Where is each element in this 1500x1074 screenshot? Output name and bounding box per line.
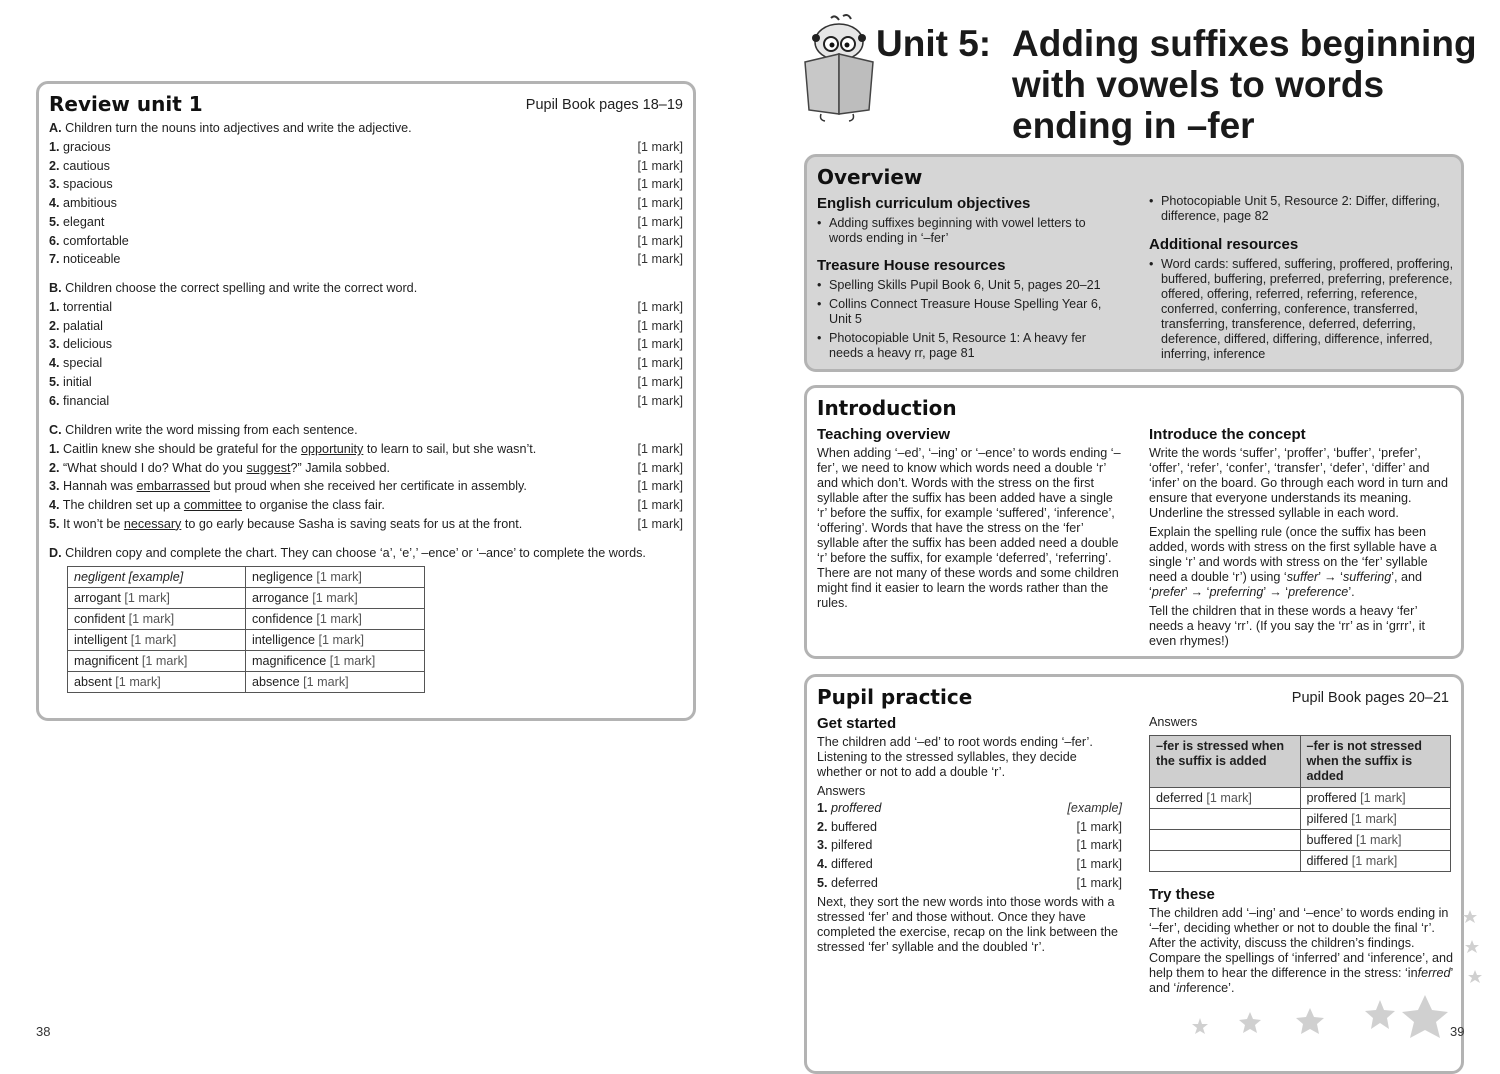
teaching-text: When adding ‘–ed’, ‘–ing’ or ‘–ence’ to words ending ‘–fer’, we need to know which words need a double ‘r’ and which don’t. Words with the stress on the first syllable after the suffix has been added have a single ‘r’ before the suffix, for example ‘suffered’, ‘inference’, ‘offering’. Words that have the stress on the ‘fer’ syllable after the suffix has been added need a double ‘r’ before the suffix, for example ‘deferred’, ‘referring’. There are not many of these words and some children might find it easier to learn the words rather than the rules.: [817, 446, 1121, 610]
unit-title-line: with vowels to words: [1012, 64, 1385, 105]
teaching-overview: [817, 426, 1122, 611]
overview-left-column: [817, 195, 1122, 365]
table-cell: negligent [example]: [68, 567, 246, 588]
mark-label: [1 mark]: [1076, 819, 1122, 834]
resource-item: • Photocopiable Unit 5, Resource 1: A heavy fer needs a heavy rr, page 81: [817, 331, 1099, 361]
sentence-item: 4. The children set up a committee to organise the class fair.: [49, 498, 385, 513]
mark-label: [1 mark]: [637, 479, 683, 494]
list-item: 2. cautious: [49, 158, 110, 173]
table-header-cell: –fer is not stressed when the suffix is added: [1300, 736, 1451, 788]
sentence-item: 3. Hannah was embarrassed but proud when she received her certificate in assembly.: [49, 479, 527, 494]
mark-label: [1 mark]: [637, 393, 683, 408]
table-cell: pilfered [1 mark]: [1300, 809, 1451, 830]
table-cell: differed [1 mark]: [1300, 851, 1451, 872]
mark-label: [1 mark]: [637, 300, 683, 314]
introduce-concept: [1149, 426, 1449, 649]
mark-label: [1 mark]: [637, 498, 683, 513]
objective-item: • Adding suffixes beginning with vowel letters to words ending in ‘–fer’: [817, 216, 1122, 246]
table-row: [1150, 851, 1451, 872]
sentence-item: 1. Caitlin knew she should be grateful for the opportunity to learn to sail, but she wasn’t.: [49, 442, 537, 456]
unit-title-line: ending in –fer: [1012, 105, 1255, 146]
mark-label: [example]: [1067, 801, 1122, 815]
table-cell: intelligence [1 mark]: [246, 630, 425, 651]
pupil-book-ref: Pupil Book pages 18–19: [525, 97, 683, 113]
mark-label: [1 mark]: [637, 177, 683, 192]
practice-title: Pupil practice: [817, 685, 973, 709]
list-item: 5. initial: [49, 374, 92, 389]
overview-right-column: [1149, 194, 1454, 366]
list-item: 3. spacious: [49, 177, 113, 192]
list-item: 5. elegant: [49, 214, 105, 229]
concept-paragraph-3: Tell the children that in these words a heavy ‘fer’ needs a heavy ‘rr’. (If you say the ‘rr’ as in ‘grrr’, it even rhymes!): [1149, 604, 1425, 648]
table-cell: negligence [1 mark]: [246, 567, 425, 588]
answer-item: 1. proffered: [817, 801, 882, 815]
table-cell: [1150, 809, 1301, 830]
practice-pupil-book-ref: Pupil Book pages 20–21: [1291, 690, 1449, 706]
table-cell: absent [1 mark]: [68, 672, 246, 693]
list-item: 2. palatial: [49, 318, 103, 333]
overview-title: Overview: [817, 165, 923, 189]
table-cell: arrogance [1 mark]: [246, 588, 425, 609]
concept-heading: Introduce the concept: [1149, 426, 1306, 443]
overview-panel: [804, 154, 1464, 372]
mark-label: [1 mark]: [637, 374, 683, 389]
answers-label: Answers: [817, 784, 866, 798]
resource-item: • Spelling Skills Pupil Book 6, Unit 5, pages 20–21: [817, 278, 1122, 293]
mark-label: [1 mark]: [637, 318, 683, 333]
table-cell: absence [1 mark]: [246, 672, 425, 693]
objectives-heading: English curriculum objectives: [817, 195, 1031, 212]
mark-label: [1 mark]: [637, 233, 683, 248]
review-unit-panel: [36, 81, 696, 721]
page-number-right: 39: [1450, 1024, 1465, 1039]
sentence-item: 2. “What should I do? What do you suggest?” Jamila sobbed.: [49, 460, 390, 475]
table-row: [68, 630, 425, 651]
mark-label: [1 mark]: [637, 252, 683, 267]
table-row: [68, 672, 425, 693]
mark-label: [1 mark]: [637, 214, 683, 229]
table-cell: magnificence [1 mark]: [246, 651, 425, 672]
mark-label: [1 mark]: [637, 356, 683, 371]
unit-title-line: Adding suffixes beginning: [1012, 23, 1477, 64]
unit-label: Unit 5:: [876, 23, 992, 64]
table-row: [68, 609, 425, 630]
table-cell: magnificent [1 mark]: [68, 651, 246, 672]
table-cell: confidence [1 mark]: [246, 609, 425, 630]
get-started: [817, 715, 1122, 955]
additional-item: • Word cards: suffered, suffering, proffered, proffering, buffered, buffering, preferred, preferring, preference, offered, offering, referred, referring, reference, conferred, conferring, conference, transferred, transferring, transference, deferred, deferring, deference, differed, differing, difference, inferred, inferring, inference: [1149, 257, 1454, 362]
table-cell: confident [1 mark]: [68, 609, 246, 630]
sentence-item: 5. It won’t be necessary to go early because Sasha is saving seats for us at the front.: [49, 516, 523, 531]
section-a-instruction: A. Children turn the nouns into adjectives and write the adjective.: [49, 121, 412, 135]
additional-heading: Additional resources: [1149, 236, 1299, 253]
try-heading: Try these: [1149, 886, 1215, 903]
list-item: 3. delicious: [49, 337, 113, 352]
table-cell: [1150, 830, 1301, 851]
mark-label: [1 mark]: [1076, 857, 1122, 872]
teaching-heading: Teaching overview: [817, 426, 951, 443]
table-cell: arrogant [1 mark]: [68, 588, 246, 609]
table-header-cell: –fer is stressed when the suffix is added: [1150, 736, 1301, 788]
mark-label: [1 mark]: [1076, 875, 1122, 890]
section-c-instruction: C. Children write the word missing from each sentence.: [49, 423, 358, 437]
introduction-panel: [804, 385, 1464, 659]
table-row: [1150, 830, 1451, 851]
mark-label: [1 mark]: [637, 140, 683, 154]
resources-heading: Treasure House resources: [817, 257, 1006, 274]
section-b-instruction: B. Children choose the correct spelling and write the correct word.: [49, 281, 418, 295]
mark-label: [1 mark]: [637, 196, 683, 211]
try-text: The children add ‘–ing’ and ‘–ence’ to words ending in ‘–fer’, deciding whether or not to double the final ‘r’. After the activity, discuss the children’s findings. Compare the spellings of ‘inferred’ and ‘inference’, and help them to hear the difference in the stress: ‘inferred’ and ‘inference’.: [1149, 906, 1454, 995]
list-item: 6. financial: [49, 393, 110, 408]
answers-right-label: Answers: [1149, 715, 1198, 729]
table-row: [68, 567, 425, 588]
page-number-left: 38: [36, 1024, 51, 1039]
section-d-instruction: D. Children copy and complete the chart. They can choose ‘a’, ‘e’,’ –ence’ or ‘–ance’ to complete the words.: [49, 546, 646, 560]
unit-title: [1012, 23, 1482, 146]
mark-label: [1 mark]: [637, 442, 683, 456]
list-item: 1. torrential: [49, 300, 113, 314]
mark-label: [1 mark]: [637, 158, 683, 173]
table-cell: proffered [1 mark]: [1300, 788, 1451, 809]
answer-item: 5. deferred: [817, 875, 878, 890]
resource-item: • Collins Connect Treasure House Spelling Year 6, Unit 5: [817, 297, 1122, 327]
list-item: 6. comfortable: [49, 233, 129, 248]
mark-label: [1 mark]: [637, 337, 683, 352]
answers-list: [817, 799, 1122, 893]
get-started-heading: Get started: [817, 715, 897, 732]
table-row: [68, 588, 425, 609]
next-text: Next, they sort the new words into those words with a stressed ‘fer’ and those without. Once they have completed the exercise, recap on the link between the stressed ‘fer’ syllable and the doubled ‘r’.: [817, 895, 1119, 954]
answer-item: 4. differed: [817, 857, 873, 872]
table-cell: buffered [1 mark]: [1300, 830, 1451, 851]
table-row: [1150, 809, 1451, 830]
table-cell: intelligent [1 mark]: [68, 630, 246, 651]
mark-label: [1 mark]: [637, 516, 683, 531]
table-row: [1150, 788, 1451, 809]
list-item: 7. noticeable: [49, 252, 121, 267]
list-item: 1. gracious: [49, 140, 111, 154]
table-row: [68, 651, 425, 672]
concept-paragraph-1: Write the words ‘suffer’, ‘proffer’, ‘buffer’, ‘prefer’, ‘offer’, ‘refer’, ‘confer’, ‘transfer’, ‘defer’, ‘differ’ and ‘infer’ on the board. Go through each word in turn and ensure that everyone understands its meaning. Underline the stressed syllable in each word.: [1149, 446, 1448, 520]
concept-paragraph-2: Explain the spelling rule (once the suffix has been added, words with stress on the first syllable have a single ‘r’ and words with stress on the ‘fer’ syllable need a double ‘r’) using ‘suffer’ → ‘suffering’, and ‘prefer’ → ‘preferring’ → ‘preference’.: [1149, 525, 1437, 599]
suffix-chart: [67, 566, 425, 693]
list-item: 4. special: [49, 356, 103, 371]
get-started-text: The children add ‘–ed’ to root words ending ‘–fer’. Listening to the stressed syllables, they decide whether or not to add a double ‘r’.: [817, 735, 1093, 779]
list-item: 4. ambitious: [49, 196, 117, 211]
resource-item: • Photocopiable Unit 5, Resource 2: Differ, differing, difference, page 82: [1149, 194, 1454, 224]
stress-table: [1149, 735, 1451, 872]
mark-label: [1 mark]: [637, 460, 683, 475]
review-title: Review unit 1: [49, 92, 203, 116]
reading-mascot-icon: [801, 14, 877, 124]
answer-item: 2. buffered: [817, 819, 877, 834]
introduction-title: Introduction: [817, 396, 957, 420]
table-cell: [1150, 851, 1301, 872]
table-cell: deferred [1 mark]: [1150, 788, 1301, 809]
table-header-row: [1150, 736, 1451, 788]
mark-label: [1 mark]: [1076, 838, 1122, 853]
answer-item: 3. pilfered: [817, 838, 873, 853]
